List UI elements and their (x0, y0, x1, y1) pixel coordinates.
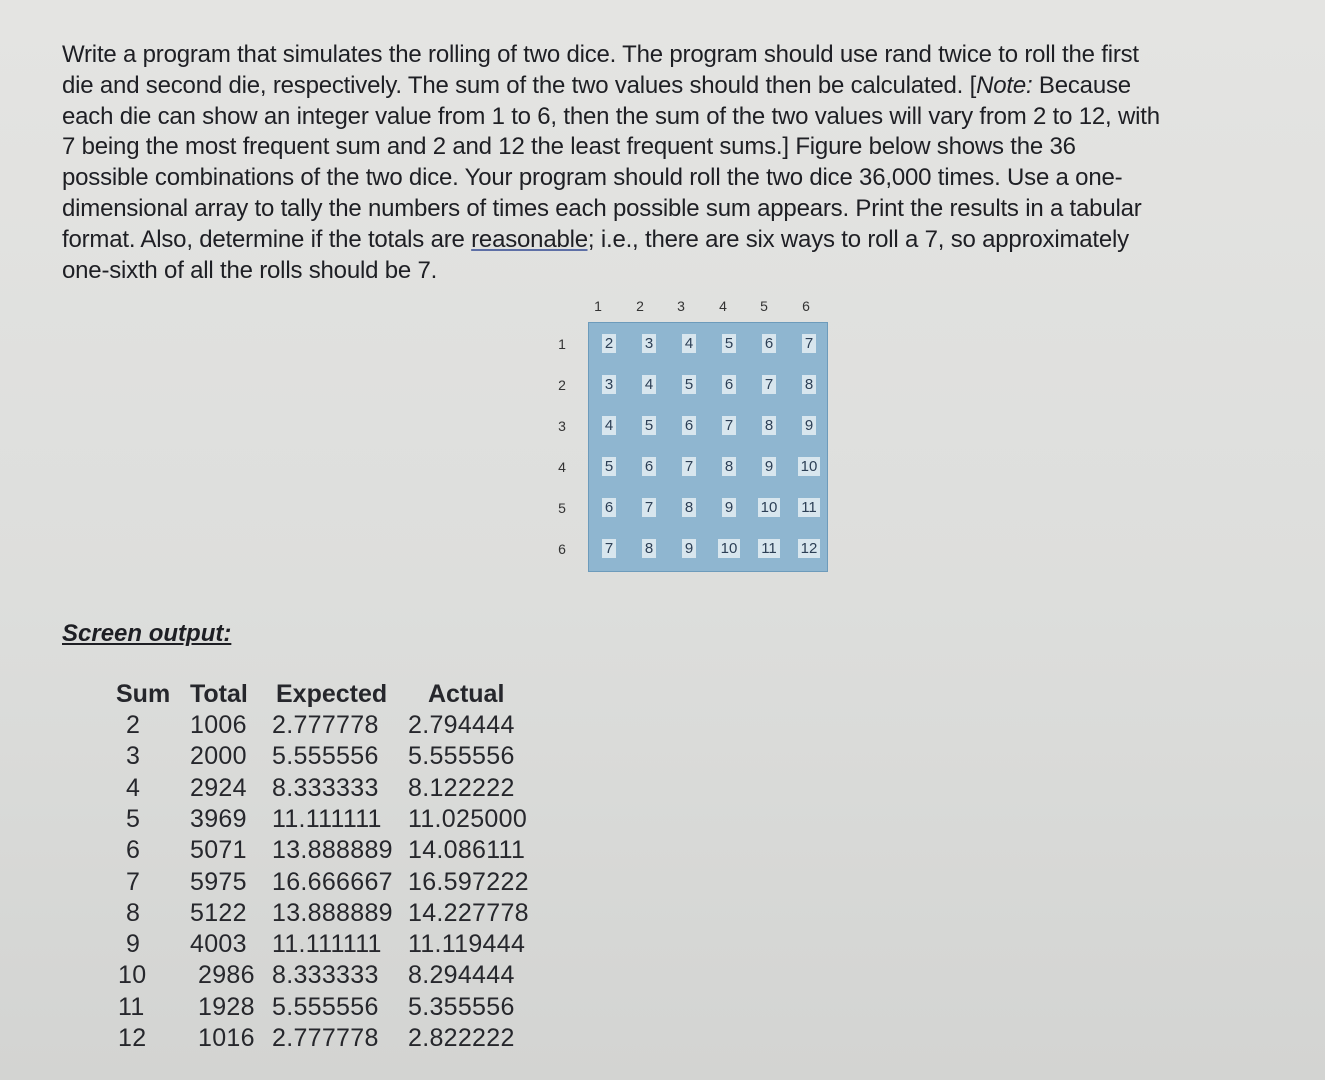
total-value: 4003 (190, 930, 247, 959)
dice-sum-cell (709, 487, 749, 529)
total-value: 2986 (198, 961, 255, 990)
dice-row-header: 1 (558, 336, 566, 352)
total-value: 1928 (198, 992, 255, 1021)
dice-sum-cell (789, 487, 829, 529)
dice-sum-value: 4 (602, 416, 616, 435)
output-table-header: Sum (116, 680, 171, 708)
dice-sum-value: 12 (798, 539, 821, 558)
dice-row-header: 2 (558, 377, 566, 393)
screen-output-label: Screen output: (62, 620, 232, 647)
dice-sum-cell (789, 323, 829, 365)
sum-value: 12 (118, 1024, 147, 1052)
dice-row-header: 3 (558, 418, 566, 434)
sum-value: 11 (118, 992, 145, 1021)
dice-sum-value: 3 (642, 334, 656, 353)
dice-sum-cell (709, 405, 749, 447)
dice-sum-cell (789, 364, 829, 406)
dice-sum-cell (589, 528, 629, 570)
dice-sum-cell (629, 487, 669, 529)
sum-value: 3 (126, 742, 141, 771)
dice-sum-cell (589, 487, 629, 529)
expected-value: 5.555556 (272, 992, 379, 1021)
dice-sum-cell (669, 487, 709, 529)
dice-sum-grid (588, 322, 828, 572)
actual-value: 2.794444 (408, 711, 515, 739)
dice-sum-value: 10 (798, 457, 821, 476)
dice-sum-value: 5 (602, 457, 616, 476)
dice-sum-cell (709, 364, 749, 406)
sum-value: 8 (126, 898, 141, 927)
dice-sum-value: 6 (722, 375, 736, 394)
expected-value: 2.777778 (272, 711, 379, 739)
dice-sum-cell (629, 405, 669, 447)
problem-line-2-text: die and second die, respectively. The sum of the two values should then be calculated. [ (62, 71, 977, 99)
dice-sum-value: 9 (762, 457, 776, 476)
dice-sum-value: 11 (798, 498, 820, 517)
dice-sum-value: 5 (642, 416, 656, 435)
dice-sum-cell (589, 405, 629, 447)
dice-sum-value: 10 (718, 539, 741, 558)
total-value: 1016 (198, 1024, 255, 1052)
expected-value: 16.666667 (272, 867, 393, 896)
dice-col-header: 1 (594, 298, 602, 314)
problem-line-6: dimensional array to tally the numbers of times each possible sum appears. Print the results in a tabular (62, 194, 1142, 222)
dice-sum-value: 8 (802, 375, 816, 394)
total-value: 5122 (190, 898, 247, 927)
dice-sum-cell (589, 364, 629, 406)
sum-value: 6 (126, 836, 141, 865)
dice-sum-value: 6 (682, 416, 696, 435)
actual-value: 8.122222 (408, 773, 515, 802)
actual-value: 14.086111 (408, 836, 526, 865)
dice-sum-cell (749, 405, 789, 447)
total-value: 2000 (190, 742, 247, 771)
actual-value: 14.227778 (408, 898, 529, 927)
problem-line-3: each die can show an integer value from 1 to 6, then the sum of the two values will vary from 2 to 12, with (62, 102, 1160, 130)
output-table-header: Total (190, 680, 248, 708)
expected-value: 13.888889 (272, 836, 393, 865)
dice-row-header: 6 (558, 541, 566, 557)
total-value: 5071 (190, 836, 247, 865)
dice-sum-value: 7 (762, 375, 776, 394)
dice-sum-value: 7 (722, 416, 736, 435)
dice-sum-cell (789, 446, 829, 488)
dice-col-header: 5 (760, 298, 768, 314)
dice-sum-value: 7 (802, 334, 816, 353)
dice-sum-cell (709, 446, 749, 488)
problem-line-7-end: i.e., there are six ways to roll a 7, so approximately (594, 225, 1129, 253)
sum-value: 2 (126, 711, 141, 739)
dice-sum-value: 6 (762, 334, 776, 353)
problem-line-7-start: format. Also, determine if the totals are (62, 225, 472, 253)
dice-sum-cell (749, 487, 789, 529)
dice-col-header: 4 (719, 298, 727, 314)
total-value: 2924 (190, 773, 247, 802)
sum-value: 5 (126, 804, 141, 833)
dice-sum-value: 9 (722, 498, 736, 517)
dice-sum-cell (749, 446, 789, 488)
dice-sum-cell (709, 323, 749, 365)
expected-value: 11.111111 (272, 804, 382, 833)
dice-sum-cell (589, 446, 629, 488)
total-value: 1006 (190, 711, 247, 739)
dice-sum-value: 10 (758, 498, 781, 517)
sum-value: 7 (126, 867, 141, 896)
dice-sum-value: 9 (802, 416, 816, 435)
problem-line-5: possible combinations of the two dice. Your program should roll the two dice 36,000 times. Use a one- (62, 164, 1123, 192)
dice-col-header: 3 (677, 298, 685, 314)
reasonable-link[interactable]: reasonable; (471, 225, 595, 253)
dice-sum-value: 7 (602, 539, 616, 558)
dice-sum-cell (629, 528, 669, 570)
expected-value: 8.333333 (272, 961, 379, 990)
dice-sum-cell (709, 528, 749, 570)
dice-sum-value: 7 (642, 498, 656, 517)
dice-sum-value: 11 (758, 539, 780, 558)
problem-line-4: 7 being the most frequent sum and 2 and 12 the least frequent sums.] Figure below shows the 36 (62, 133, 1076, 161)
sum-value: 10 (118, 961, 147, 990)
dice-sum-cell (669, 405, 709, 447)
problem-line-8: one-sixth of all the rolls should be 7. (62, 256, 438, 284)
dice-sum-cell (749, 364, 789, 406)
problem-line-1: Write a program that simulates the rolling of two dice. The program should use rand twice to roll the first (62, 41, 1139, 68)
dice-sum-value: 3 (602, 375, 616, 394)
dice-sum-value: 6 (602, 498, 616, 517)
dice-sum-cell (669, 528, 709, 570)
dice-sum-cell (789, 528, 829, 570)
dice-sum-value: 8 (722, 457, 736, 476)
expected-value: 2.777778 (272, 1024, 379, 1052)
dice-sum-cell (669, 323, 709, 365)
dice-sum-cell (589, 323, 629, 365)
problem-line-2 (62, 71, 1317, 102)
actual-value: 5.355556 (408, 992, 515, 1021)
actual-value: 8.294444 (408, 961, 515, 990)
actual-value: 2.822222 (408, 1024, 515, 1052)
dice-sum-value: 6 (642, 457, 656, 476)
dice-col-header: 2 (636, 298, 644, 314)
dice-sum-value: 8 (762, 416, 776, 435)
expected-value: 5.555556 (272, 742, 379, 771)
dice-combinations-figure (548, 290, 838, 580)
actual-value: 11.025000 (408, 804, 528, 833)
expected-value: 13.888889 (272, 898, 393, 927)
sum-value: 4 (126, 773, 141, 802)
actual-value: 5.555556 (408, 742, 515, 771)
dice-sum-cell (629, 364, 669, 406)
dice-sum-cell (629, 446, 669, 488)
total-value: 5975 (190, 867, 247, 896)
dice-sum-cell (789, 405, 829, 447)
dice-sum-value: 9 (682, 539, 696, 558)
problem-statement (62, 40, 1317, 286)
output-table-header: Actual (428, 680, 505, 708)
dice-sum-cell (669, 364, 709, 406)
problem-line-2-end: Because (1032, 71, 1131, 99)
problem-line-7 (62, 225, 1317, 256)
expected-value: 8.333333 (272, 773, 379, 802)
actual-value: 11.119444 (408, 930, 526, 959)
dice-sum-value: 8 (682, 498, 696, 517)
dice-sum-value: 5 (682, 375, 696, 394)
dice-row-header: 4 (558, 459, 566, 475)
sum-value: 9 (126, 930, 141, 959)
dice-sum-cell (669, 446, 709, 488)
actual-value: 16.597222 (408, 867, 529, 896)
dice-sum-value: 7 (682, 457, 696, 476)
dice-sum-cell (749, 323, 789, 365)
note-label: Note: (976, 71, 1033, 99)
dice-sum-cell (749, 528, 789, 570)
output-table-header: Expected (276, 680, 388, 708)
dice-row-header: 5 (558, 500, 566, 516)
dice-sum-value: 2 (602, 334, 616, 353)
dice-col-header: 6 (802, 298, 810, 314)
dice-sum-value: 4 (682, 334, 696, 353)
dice-sum-value: 8 (642, 539, 656, 558)
total-value: 3969 (190, 804, 247, 833)
expected-value: 11.111111 (272, 930, 382, 959)
dice-sum-value: 5 (722, 334, 736, 353)
dice-sum-value: 4 (642, 375, 656, 394)
dice-sum-cell (629, 323, 669, 365)
